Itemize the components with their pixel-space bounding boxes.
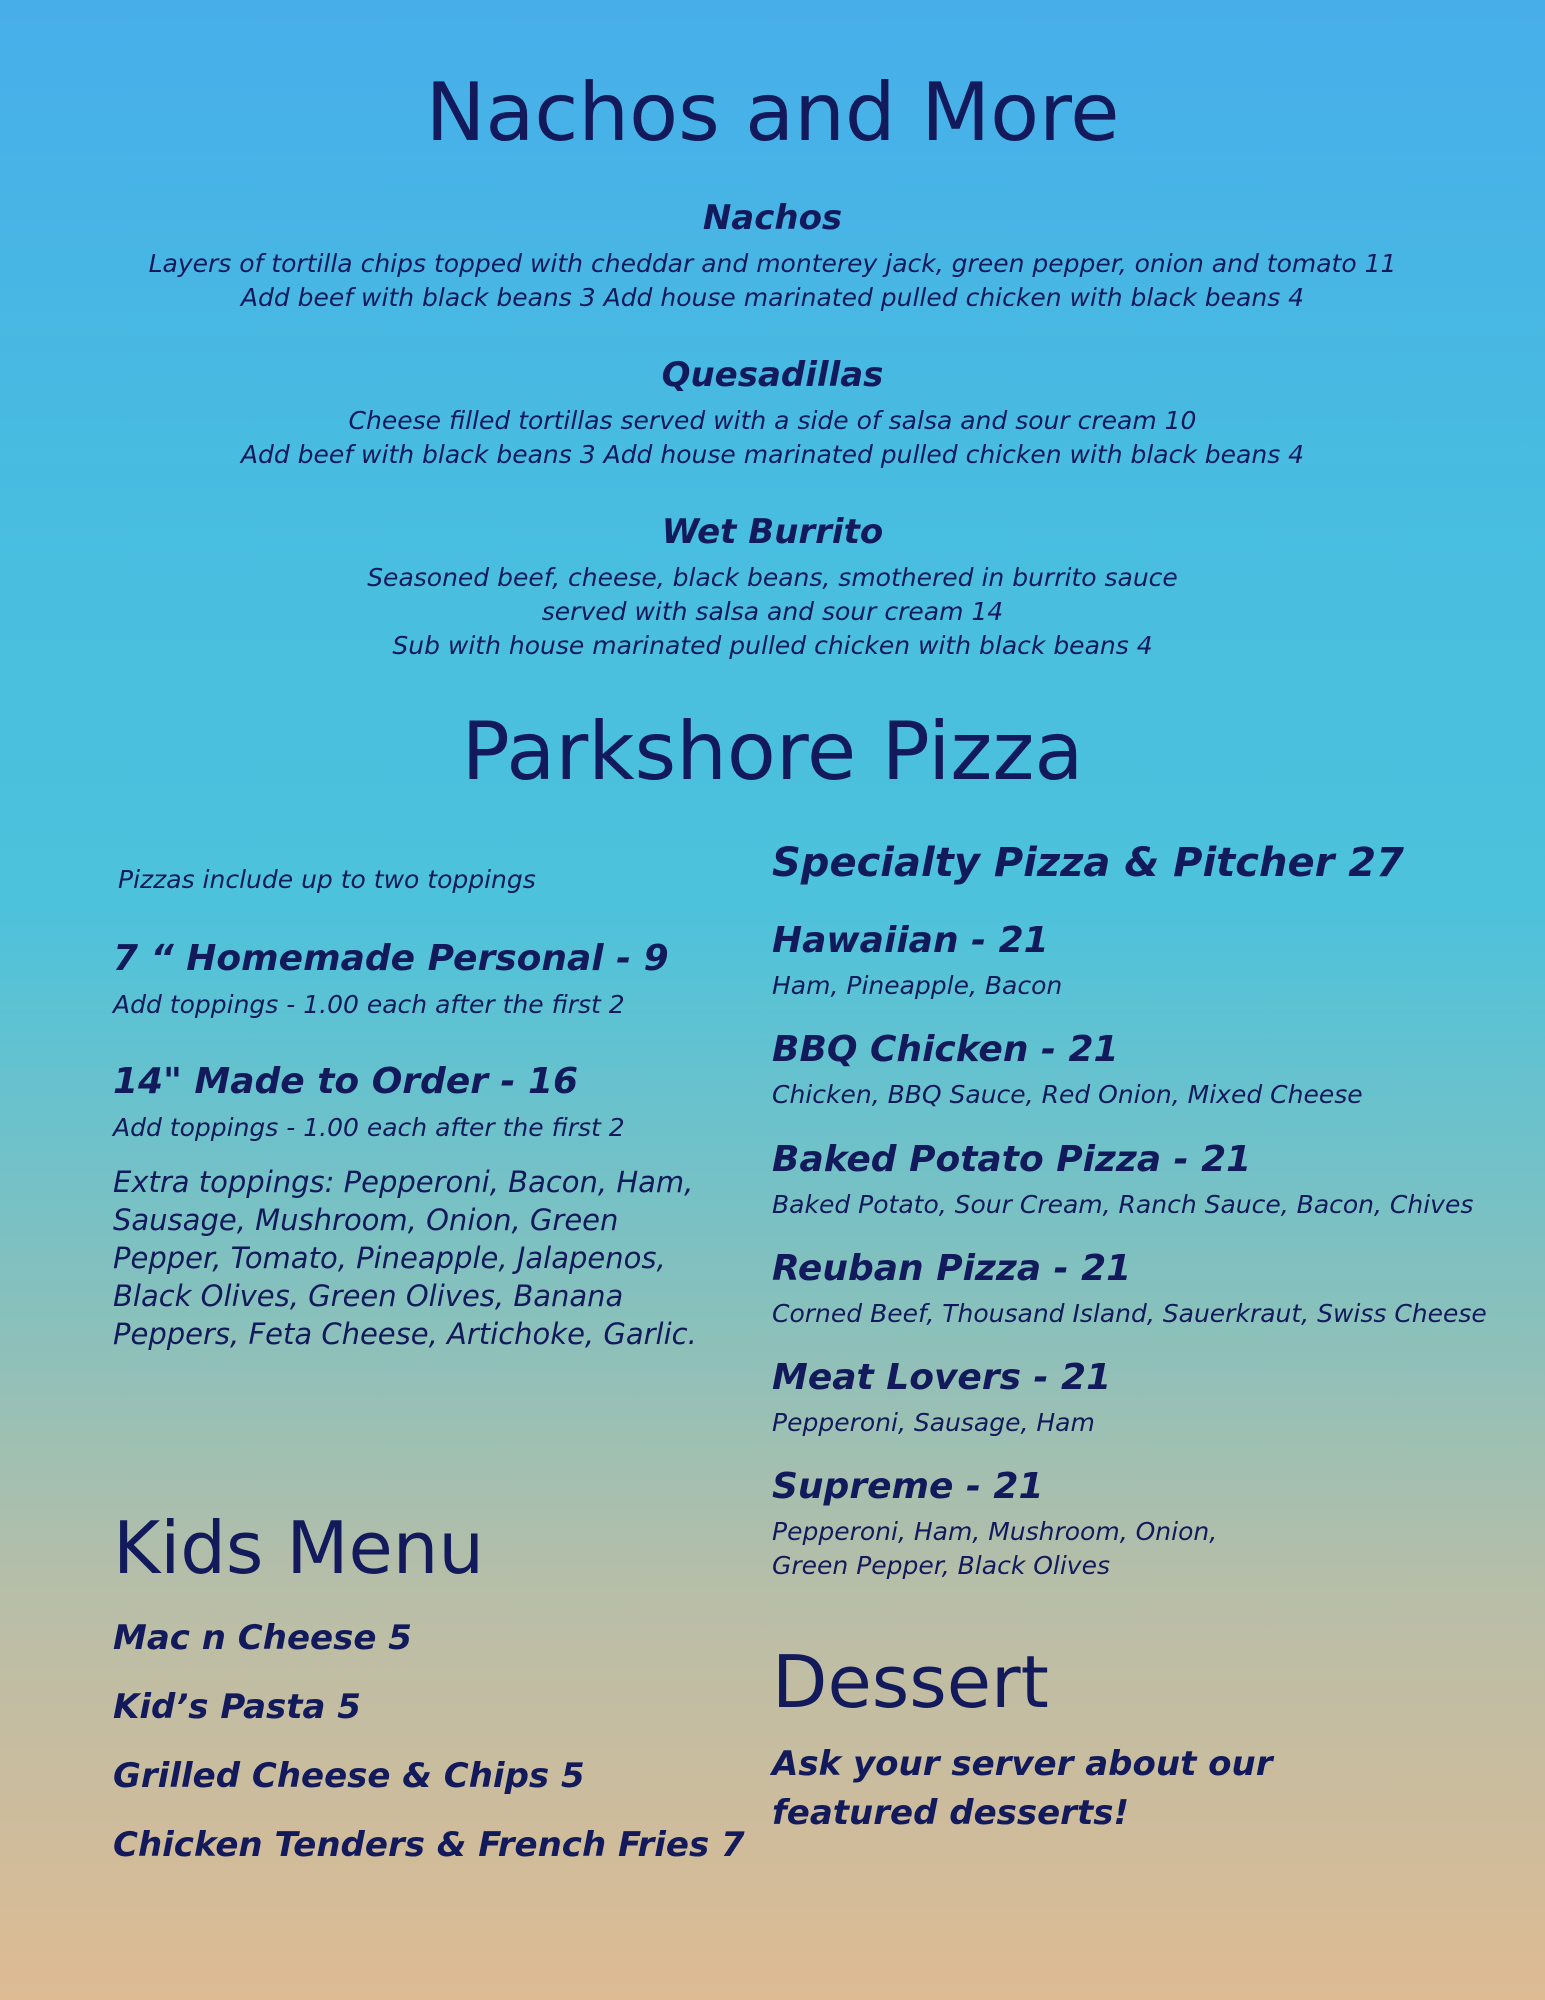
- specialty-pizza-desc: Chicken, BBQ Sauce, Red Onion, Mixed Cheese: [772, 1080, 1363, 1109]
- quesadillas-item-name: Quesadillas: [661, 355, 884, 395]
- kids-menu-item: Kid’s Pasta 5: [113, 1687, 361, 1727]
- wet-burrito-item-name: Wet Burrito: [661, 512, 884, 552]
- specialty-pizza-header: Specialty Pizza & Pitcher 27: [772, 840, 1404, 886]
- made-to-order-pizza-desc: Add toppings - 1.00 each after the first 2: [113, 1113, 625, 1142]
- kids-menu-item: Grilled Cheese & Chips 5: [113, 1756, 585, 1796]
- extra-toppings-line: Sausage, Mushroom, Onion, Green: [113, 1203, 619, 1237]
- dessert-text: [772, 1740, 1273, 1838]
- extra-toppings-line: Pepper, Tomato, Pineapple, Jalapenos,: [113, 1241, 666, 1275]
- kids-menu-title: Kids Menu: [113, 1506, 485, 1590]
- pizza-section-title: Parkshore Pizza: [461, 705, 1084, 798]
- specialty-pizza-desc: Pepperoni, Ham, Mushroom, Onion,: [772, 1517, 1218, 1546]
- pizza-toppings-note: Pizzas include up to two toppings: [118, 865, 536, 894]
- personal-pizza-desc: Add toppings - 1.00 each after the first 2: [113, 990, 625, 1019]
- dessert-title: Dessert: [772, 1640, 1049, 1724]
- extra-toppings-line: Peppers, Feta Cheese, Artichoke, Garlic.: [113, 1317, 697, 1351]
- extra-toppings-line: Extra toppings: Pepperoni, Bacon, Ham,: [113, 1165, 694, 1199]
- specialty-pizza-desc: Corned Beef, Thousand Island, Sauerkraut, Swiss Cheese: [772, 1299, 1487, 1328]
- dessert-text-line: featured desserts!: [772, 1793, 1129, 1833]
- personal-pizza-name: 7 “ Homemade Personal - 9: [113, 938, 669, 979]
- quesadillas-item-desc-2: Add beef with black beans 3 Add house marinated pulled chicken with black beans 4: [240, 440, 1305, 469]
- specialty-pizza-desc: Green Pepper, Black Olives: [772, 1551, 1111, 1580]
- extra-toppings-list: [113, 1163, 697, 1353]
- specialty-pizza-name: Reuban Pizza - 21: [772, 1248, 1132, 1289]
- wet-burrito-item-desc-1: Seasoned beef, cheese, black beans, smothered in burrito sauce: [367, 563, 1178, 592]
- dessert-text-line: Ask your server about our: [772, 1744, 1273, 1784]
- specialty-pizza-name: Supreme - 21: [772, 1466, 1044, 1507]
- nachos-item-name: Nachos: [702, 198, 843, 238]
- specialty-pizza-desc: Pepperoni, Sausage, Ham: [772, 1408, 1095, 1437]
- specialty-pizza-desc: Ham, Pineapple, Bacon: [772, 971, 1063, 1000]
- made-to-order-pizza-name: 14" Made to Order - 16: [113, 1061, 579, 1102]
- kids-menu-item: Chicken Tenders & French Fries 7: [113, 1825, 745, 1865]
- nachos-item-desc-2: Add beef with black beans 3 Add house marinated pulled chicken with black beans 4: [240, 283, 1305, 312]
- specialty-pizza-name: Meat Lovers - 21: [772, 1357, 1112, 1398]
- specialty-pizza-desc: Baked Potato, Sour Cream, Ranch Sauce, Bacon, Chives: [772, 1190, 1474, 1219]
- kids-menu-item: Mac n Cheese 5: [113, 1618, 412, 1658]
- specialty-pizza-name: BBQ Chicken - 21: [772, 1029, 1119, 1070]
- specialty-pizza-name: Baked Potato Pizza - 21: [772, 1139, 1252, 1180]
- wet-burrito-item-desc-3: Sub with house marinated pulled chicken with black beans 4: [392, 631, 1153, 660]
- quesadillas-item-desc-1: Cheese filled tortillas served with a side of salsa and sour cream 10: [348, 406, 1197, 435]
- extra-toppings-line: Black Olives, Green Olives, Banana: [113, 1279, 624, 1313]
- nachos-item-desc-1: Layers of tortilla chips topped with cheddar and monterey jack, green pepper, onion and tomato 11: [148, 249, 1397, 278]
- nachos-section-title: Nachos and More: [425, 66, 1120, 159]
- specialty-pizza-name: Hawaiian - 21: [772, 920, 1049, 961]
- wet-burrito-item-desc-2: served with salsa and sour cream 14: [541, 597, 1004, 626]
